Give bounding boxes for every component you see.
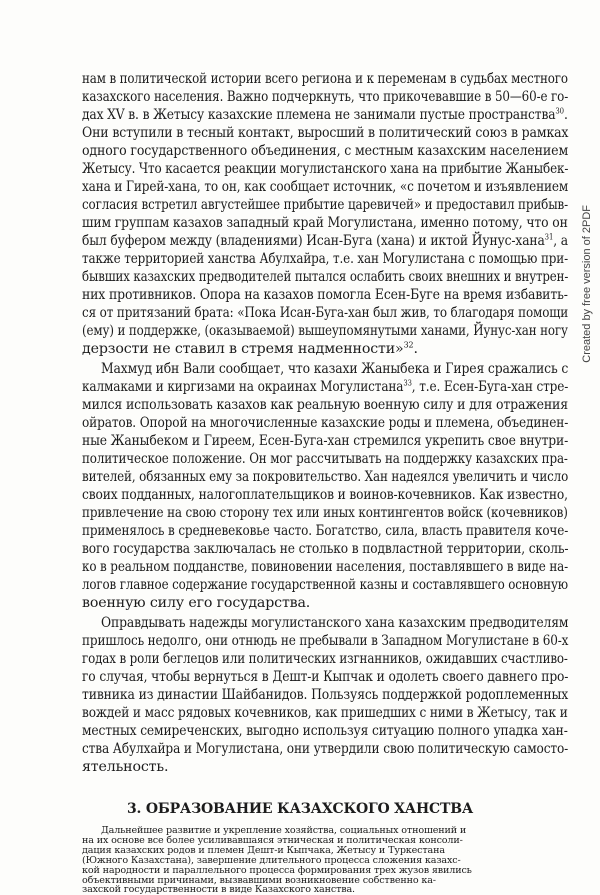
text-line: казахского населения. Важно подчеркнуть, что прикочевавшие в 50—60-е го- bbox=[82, 89, 569, 105]
text-span: был буфером между (владениями) Исан-Буга (хана) и иктой Йунус-хана bbox=[82, 233, 545, 249]
text-line: го случая, чтобы вернуться в Дешт-и Кыпчак и одолеть своего давнего про- bbox=[82, 669, 569, 685]
text-line: привлечение на свою сторону тех или иных контингентов войск (кочевников) bbox=[82, 505, 568, 521]
text-line: применялось в средневековье часто. Богатство, сила, власть правителя коче- bbox=[82, 523, 569, 539]
footnote-ref: 31 bbox=[544, 232, 554, 242]
text-line: пришлось недолго, они отнюдь не пребывали в Западном Могулистане в 60-х bbox=[82, 633, 569, 649]
watermark bbox=[580, 205, 594, 405]
watermark-text: Created by free version of 2PDF bbox=[581, 205, 593, 363]
text-line: ойратов. Опорой на многочисленные казахские роды и племена, объединен- bbox=[82, 415, 569, 431]
text-span: дерзости не ставил в стремя надменности» bbox=[82, 341, 404, 357]
text-line: кой народности и параллельного процесса формирования трех жузов явились bbox=[82, 864, 472, 876]
text-line: своих подданных, налогоплательщиков и воинов-кочевников. Как известно, bbox=[82, 487, 568, 503]
text-span: . bbox=[413, 341, 418, 357]
text-line: ства Абулхайра и Могулистана, они утвердили свою политическую самосто- bbox=[82, 741, 569, 757]
text-line: тивника из династии Шайбанидов. Пользуясь поддержкой родоплеменных bbox=[82, 687, 569, 703]
text-line: ные Жаныбеком и Гиреем, Есен-Буга-хан стремился укрепить свое внутри- bbox=[82, 433, 569, 449]
footnote-ref: 32 bbox=[403, 340, 414, 350]
text-line: Дальнейшее развитие и укрепление хозяйства, социальных отношений и bbox=[101, 825, 467, 836]
text-line: объективными причинами, вызвавшими возникновение собственно ка- bbox=[82, 874, 436, 886]
footnote-ref: 30 bbox=[555, 106, 564, 116]
text-line: Жетысу. Что касается реакции могулистанского хана на прибытие Жаныбек- bbox=[82, 161, 569, 177]
text-line: ятельность. bbox=[82, 759, 169, 775]
text-line: захской государственности в виде Казахского ханства. bbox=[82, 884, 355, 895]
text-line: вителей, обязанных ему за покровительство. Хан надеялся увеличить и число bbox=[82, 469, 569, 485]
text-line: мился использовать казахов как реальную военную силу и для отражения bbox=[82, 397, 568, 413]
text-line: (ему) и поддержке, (оказываемой) вышеупомянутыми ханами, Йунус-хан ногу bbox=[82, 323, 568, 339]
text-line: годах в роли беглецов или политических изгнанников, ожидавших счастливо- bbox=[82, 651, 568, 667]
text-line: шим группам казахов западный край Могулистана, именно потому, что он bbox=[82, 215, 568, 231]
text-line: дация казахских родов и племен Дешт-и Кыпчака, Жетысу и Туркестана bbox=[82, 844, 445, 856]
text-line: (Южного Казахстана), завершение длительного процесса сложения казахс- bbox=[82, 854, 461, 866]
text-line: бывших казахских предводителей пытался ослабить своих внешних и внутрен- bbox=[82, 269, 569, 285]
text-line: ко в реальном подданстве, повиновении населения, поставлявшего в виде на- bbox=[82, 559, 569, 575]
text-line: них противников. Опора на казахов помогла Есен-Буге на время избавить- bbox=[82, 287, 568, 303]
text-span: , а bbox=[553, 233, 568, 249]
text-line: логов главное содержание государственной казны и составлявшего основную bbox=[82, 577, 569, 593]
text-line: вождей и масс рядовых кочевников, как пришедших с ними в Жетысу, так и bbox=[82, 705, 568, 721]
text-line: военную силу его государства. bbox=[82, 595, 311, 611]
text-line: одного государственного объединения, с местным казахским населением bbox=[82, 143, 569, 159]
text-line: также территорией ханства Абулхайра, т.е. хан Могулистана с помощью при- bbox=[82, 251, 569, 267]
text-line bbox=[82, 378, 568, 396]
text-span: дах XV в. в Жетысу казахские племена не занимали пустые пространства bbox=[82, 107, 556, 123]
text-line: ся от притязаний брата: «Пока Исан-Буга-хан был жив, то благодаря помощи bbox=[82, 305, 569, 321]
text-span: . bbox=[563, 107, 568, 123]
text-line bbox=[82, 340, 418, 358]
text-line: местных семиреченских, выгодно используя ситуацию полного упадка хан- bbox=[82, 723, 568, 739]
text-line bbox=[82, 106, 568, 124]
text-line: нам в политической истории всего региона и к переменам в судьбах местного bbox=[82, 71, 568, 87]
text-line: на их основе все более усиливавшаяся этническая и политическая консоли- bbox=[82, 834, 463, 846]
text-line: Махмуд ибн Вали сообщает, что казахи Жаныбека и Гирея сражались с bbox=[101, 361, 569, 377]
text-span: калмаками и киргизами на окраинах Могулистана bbox=[82, 379, 404, 395]
text-line: вого государства заключалась не столько в подвластной территории, сколь- bbox=[82, 541, 569, 557]
footnote-ref: 33 bbox=[403, 378, 412, 388]
text-line: Оправдывать надежды могулистанского хана казахским предводителям bbox=[101, 615, 569, 631]
text-line: Они вступили в тесный контакт, выросший в политический союз в рамках bbox=[82, 125, 569, 141]
text-line: согласия встретил августейшее прибытие царевичей» и предоставил прибыв- bbox=[82, 197, 569, 213]
section-heading: 3. ОБРАЗОВАНИЕ КАЗАХСКОГО ХАНСТВА bbox=[126, 801, 474, 817]
text-line: хана и Гирей-хана, то он, как сообщает источник, «с почетом и изъявлением bbox=[82, 179, 569, 195]
text-span: , т.е. Есен-Буга-хан стре- bbox=[411, 379, 569, 395]
text-line bbox=[82, 232, 568, 250]
text-line: политическое положение. Он мог рассчитывать на поддержку казахских пра- bbox=[82, 451, 568, 467]
